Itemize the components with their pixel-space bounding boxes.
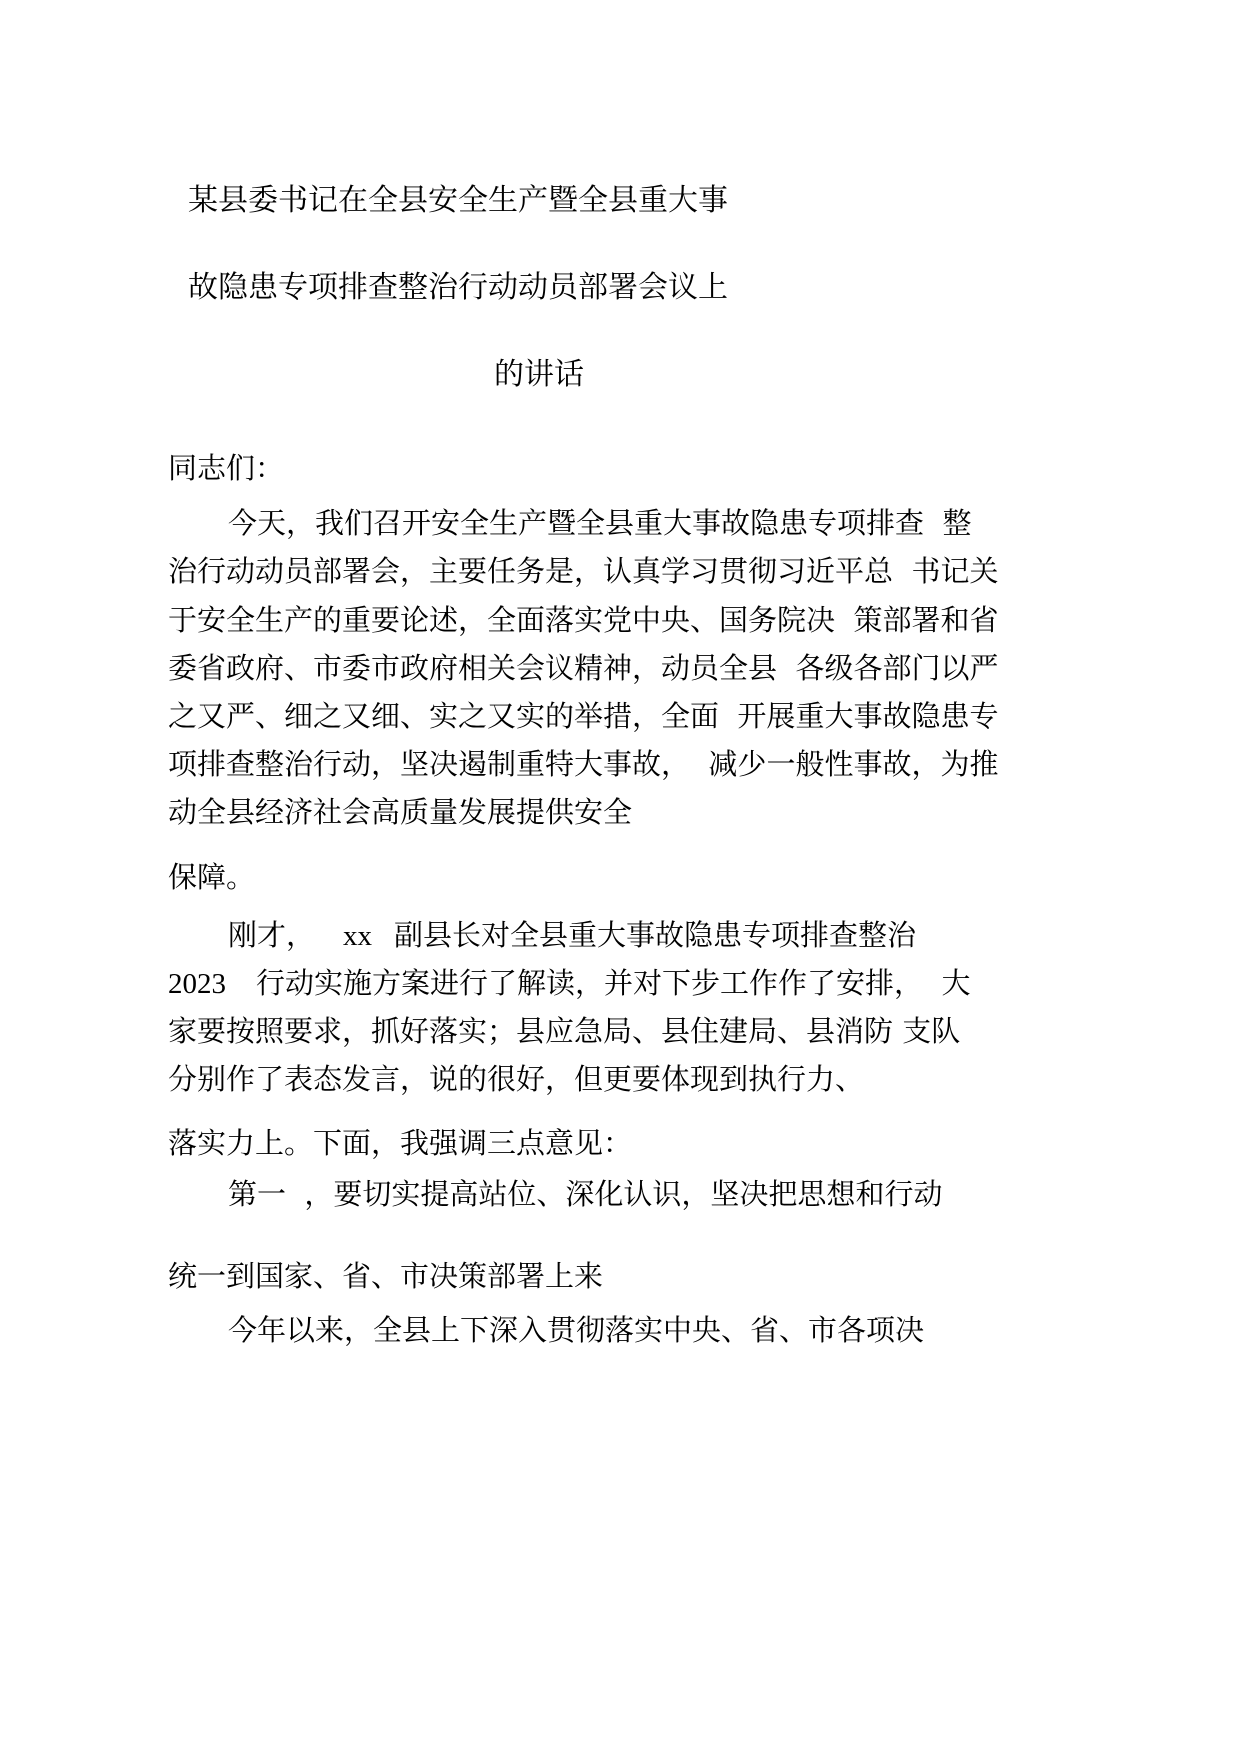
title-line: 某县委书记在全县安全生产暨全县重大事 — [188, 183, 728, 218]
section-heading-line: 第一 ，要切实提高站位、深化认识，坚决把思想和行动 — [228, 1177, 943, 1211]
year-number: 2023 — [168, 968, 226, 1000]
paragraph-1-line: 保障。 — [168, 860, 256, 894]
paragraph-1-line: 项排查整治行动，坚决遏制重特大事故， 减少一般性事故，为推 — [168, 747, 999, 781]
paragraph-1-line: 治行动动员部署会，主要任务是，认真学习贯彻习近平总 书记关 — [168, 554, 999, 588]
section-heading-line: 统一到国家、省、市决策部署上来 — [168, 1259, 604, 1293]
paragraph-2-line: 家要按照要求，抓好落实；县应急局、县住建局、县消防 支队 — [168, 1014, 961, 1048]
paragraph-2-line: 分别作了表态发言，说的很好，但更要体现到执行力、 — [168, 1062, 865, 1096]
paragraph-1-line: 于安全生产的重要论述，全面落实党中央、国务院决 策部署和省 — [168, 603, 999, 637]
paragraph-1-line: 今天，我们召开安全生产暨全县重大事故隐患专项排查 整 — [228, 506, 972, 540]
paragraph-2-text: 行动实施方案进行了解读，并对下步工作作了安排， 大 — [256, 966, 971, 1000]
title-line: 的讲话 — [494, 357, 584, 392]
paragraph-1-line: 动全县经济社会高质量发展提供安全 — [168, 795, 633, 829]
paragraph-2-line: 落实力上。下面，我强调三点意见： — [168, 1126, 633, 1160]
paragraph-2-line — [168, 963, 970, 1004]
paragraph-1-line: 委省政府、市委市政府相关会议精神，动员全县 各级各部门以严 — [168, 651, 999, 685]
person-name-placeholder: xx — [343, 920, 373, 952]
salutation: 同志们： — [168, 451, 285, 485]
paragraph-2-text: 刚才， — [228, 918, 316, 952]
paragraph-1-line: 之又严、细之又细、实之又实的举措，全面 开展重大事故隐患专 — [168, 699, 999, 733]
paragraph-2-text: 副县长对全县重大事故隐患专项排查整治 — [394, 918, 917, 952]
paragraph-3-line: 今年以来，全县上下深入贯彻落实中央、省、市各项决 — [228, 1313, 925, 1347]
title-line: 故隐患专项排查整治行动动员部署会议上 — [188, 270, 728, 305]
paragraph-2-line — [228, 915, 916, 956]
